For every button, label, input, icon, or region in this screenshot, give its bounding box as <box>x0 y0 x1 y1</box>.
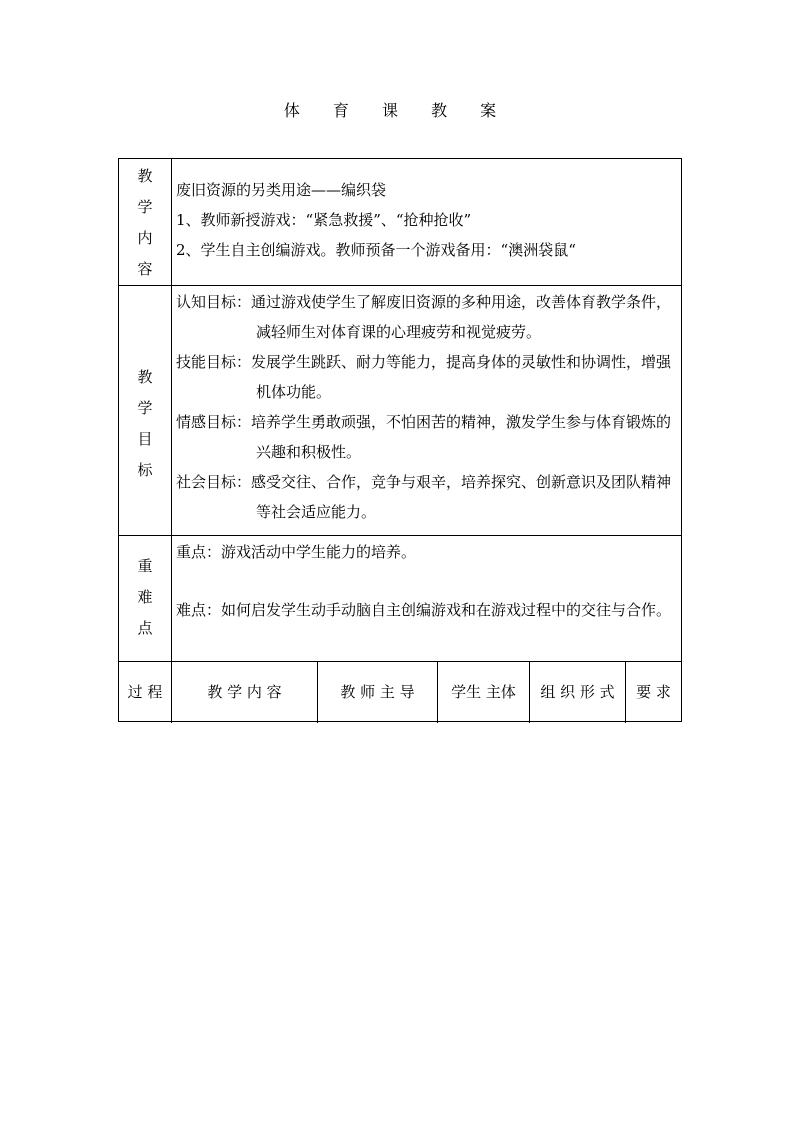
content-label: 教 学 内 容 <box>137 167 153 278</box>
content-line: 2、学生自主创编游戏。教师预备一个游戏备用：“澳洲袋鼠“ <box>176 241 576 259</box>
difficulty-point: 难点：如何启发学生动手动脑自主创编游戏和在游戏过程中的交往与合作。 <box>176 601 672 619</box>
keypoints-label: 重 难 点 <box>137 557 153 637</box>
label-column-divider <box>171 159 172 661</box>
goal-affective: 情感目标：培养学生勇敢顽强，不怕困苦的精神，激发学生参与体育锻炼的兴趣和积极性。 <box>176 413 672 461</box>
goal-social: 社会目标：感受交往、合作，竞争与艰辛，培养探究、创新意识及团队精神等社会适应能力。 <box>176 473 672 521</box>
keypoints-text <box>176 537 678 625</box>
header-organization: 组 织 形 式 <box>540 683 615 701</box>
row-divider <box>119 285 681 286</box>
header-requirements: 要 求 <box>636 683 671 701</box>
goal-cognitive: 认知目标：通过游戏使学生了解废旧资源的多种用途，改善体育教学条件，减轻师生对体育课的心理疲劳和视觉疲劳。 <box>176 293 672 341</box>
header-teaching-content: 教 学 内 容 <box>207 683 282 701</box>
row-divider <box>119 535 681 536</box>
header-teacher-lead: 教 师 主 导 <box>340 683 415 701</box>
goal-skill: 技能目标：发展学生跳跃、耐力等能力，提高身体的灵敏性和协调性，增强机体功能。 <box>176 353 672 401</box>
goals-text <box>176 287 678 527</box>
key-point: 重点：游戏活动中学生能力的培养。 <box>176 543 417 561</box>
content-line: 废旧资源的另类用途——编织袋 <box>176 181 387 199</box>
lesson-plan-table <box>118 158 682 722</box>
content-line: 1、教师新授游戏：“紧急救援”、“抢种抢收” <box>176 211 472 229</box>
content-text <box>176 175 676 265</box>
header-process: 过 程 <box>127 683 163 701</box>
header-student-main: 学生 主体 <box>451 683 516 701</box>
goals-label: 教 学 目 标 <box>137 368 153 479</box>
page-title: 体 育 课 教 案 <box>283 101 511 120</box>
